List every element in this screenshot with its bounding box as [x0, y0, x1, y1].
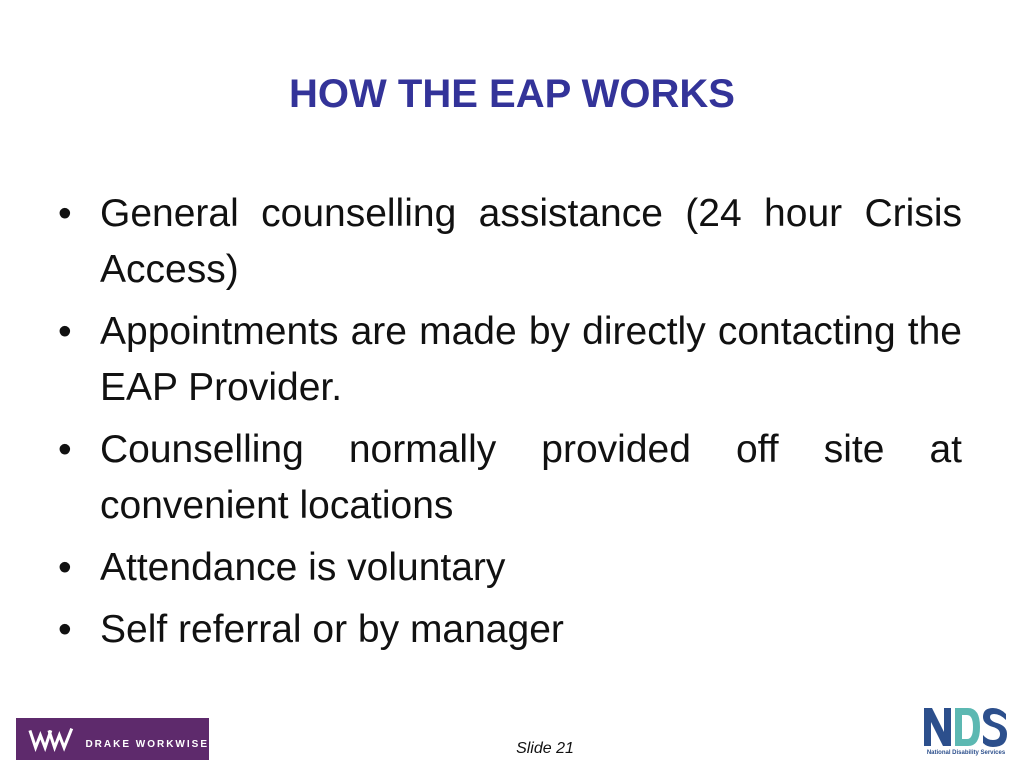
bullet-marker: •: [58, 310, 72, 353]
bullet-marker: •: [58, 428, 72, 471]
nds-tagline: National Disability Services: [926, 750, 1006, 756]
slide-title: HOW THE EAP WORKS: [289, 72, 735, 116]
nds-logo-icon: [920, 702, 1012, 750]
bullet-text: Counselling normally provided off site at convenient locations: [100, 428, 962, 527]
bullet-marker: •: [58, 546, 72, 589]
drake-workwise-logo-icon: [28, 726, 77, 752]
bullet-marker: •: [58, 608, 72, 651]
drake-workwise-logo: [16, 718, 209, 760]
drake-workwise-brand: DRAKE WORKWISE: [85, 738, 209, 750]
bullet-text: Appointments are made by directly contacting the EAP Provider.: [100, 310, 962, 409]
bullet-item: [58, 602, 962, 658]
bullet-text: General counselling assistance (24 hour Crisis Access): [100, 192, 962, 291]
bullet-item: [58, 304, 962, 416]
bullet-item: [58, 540, 962, 596]
bullet-item: [58, 422, 962, 534]
bullet-text: Self referral or by manager: [100, 608, 564, 651]
bullet-text: Attendance is voluntary: [100, 546, 506, 589]
bullet-list: [58, 186, 962, 664]
slide-number: Slide 21: [516, 740, 574, 757]
bullet-item: [58, 186, 962, 298]
nds-logo: [920, 702, 1012, 760]
bullet-marker: •: [58, 192, 72, 235]
